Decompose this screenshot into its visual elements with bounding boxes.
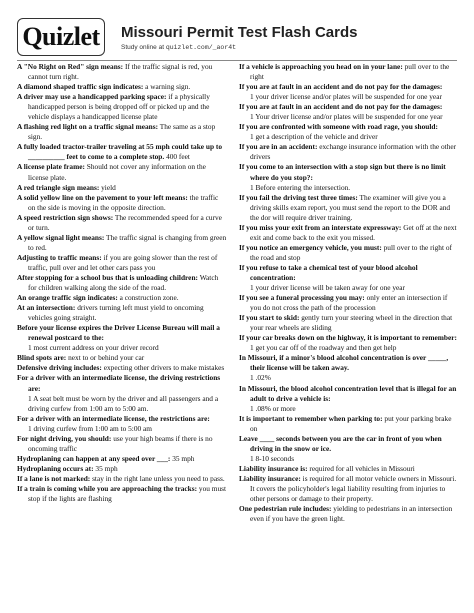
card-definition: pull over to the right of the road and stop (250, 242, 452, 262)
card-term: If you start to skid: (239, 313, 300, 323)
flash-card (239, 333, 459, 353)
card-term: If you come to an intersection with a stop sign but there is no limit where do you stop?: (239, 162, 446, 182)
flash-card (239, 62, 459, 82)
flash-card (17, 142, 227, 162)
card-term: Liability insurance is: (239, 463, 308, 473)
card-term: If you are in an accident: (239, 142, 318, 152)
flash-card (17, 474, 227, 484)
card-term: If you fail the driving test three times: (239, 192, 358, 202)
card-definition: next to or behind your car (68, 353, 145, 363)
card-definition: put your parking brake on (250, 413, 452, 433)
card-definition: expecting other drivers to make mistakes (103, 363, 225, 373)
card-definition: The recommended speed for a curve or turn. (28, 212, 222, 232)
flash-card (239, 474, 459, 504)
left-column (17, 62, 227, 504)
card-term: At an intersection: (17, 303, 76, 313)
card-term: If you miss your exit from an interstate expressway: (239, 222, 402, 232)
flash-card (17, 464, 227, 474)
card-definition: The traffic signal is changing from green to red. (28, 232, 227, 252)
flash-card (17, 293, 227, 303)
card-definition: required for all vehicles in Missouri (309, 463, 415, 473)
card-definition: 35 mph (172, 453, 195, 463)
card-term: A license plate frame: (17, 162, 85, 172)
card-term: For a driver with an intermediate license, the restrictions are: (17, 413, 210, 423)
card-term: Hydroplaning occurs at: (17, 463, 94, 473)
card-definition: Should not cover any information on the license plate. (28, 162, 206, 182)
card-term: If a train is coming while you are approaching the tracks: (17, 483, 198, 493)
card-definition: stay in the right lane unless you need to pass. (92, 473, 225, 483)
card-definition: exchange insurance information with the other drivers (250, 142, 457, 162)
card-term: Leave ____ seconds between you are the car in front of you when driving in the snow or ice. (239, 433, 442, 453)
card-definition: 1 .08% or more (250, 403, 296, 413)
card-term: If a vehicle is approaching you head on in your lane: (239, 62, 403, 71)
card-term: In Missouri, if a minor's blood alcohol concentration is over _____, their license will be taken away. (239, 353, 449, 373)
flash-card (17, 193, 227, 213)
card-term: After stopping for a school bus that is unloading children: (17, 272, 198, 282)
flash-card (17, 454, 227, 464)
card-definition: is required for all motor vehicle owners in Missouri. It covers the policyholder's legal liability resulting from injuries to other persons or damage to their property. (250, 473, 457, 504)
flash-card (17, 253, 227, 273)
card-definition: The examiner will give you a driving skills exam report, you must send the report to the DOR and the dor will require driver training. (250, 192, 451, 222)
card-definition: if a physically handicapped person is being dropped off or picked up and the vehicle displays a handicapped license plate (28, 92, 210, 122)
card-term: A solid yellow line on the pavement to your left means: (17, 192, 188, 202)
card-definition: Watch for children walking along the side of the road. (28, 272, 219, 293)
card-term: Adjusting to traffic means: (17, 252, 102, 262)
flash-card (17, 484, 227, 504)
card-term: A "No Right on Red" sign means: (17, 62, 124, 71)
flash-card (17, 213, 227, 233)
card-definition: 1 Your driver license and/or plates will be suspended for one year (250, 112, 443, 122)
card-definition: 35 mph (95, 463, 118, 473)
card-definition: pull over to the right (250, 62, 450, 82)
flash-card (17, 303, 227, 323)
page-title: Missouri Permit Test Flash Cards (121, 24, 358, 41)
flash-card (239, 434, 459, 464)
flash-card (239, 353, 459, 383)
right-column (239, 62, 459, 524)
card-definition: The same as a stop sign. (28, 122, 216, 142)
flash-card (17, 122, 227, 142)
card-definition: 1 your driver license will be taken away for one year (250, 283, 405, 293)
flash-card (239, 464, 459, 474)
study-online-line (121, 44, 236, 51)
card-term: Liability insurance: (239, 473, 301, 483)
flash-card (239, 223, 459, 243)
flash-card (239, 384, 459, 414)
card-definition: Get off at the next exit and come back to the exit you missed. (250, 222, 457, 242)
flash-card (239, 193, 459, 223)
card-definition: 1 A seat belt must be worn by the driver and all passengers and a driving curfew from 1:00 am to 5:00 am. (28, 393, 219, 413)
flash-card (17, 373, 227, 413)
flash-card (17, 183, 227, 193)
flash-card (239, 263, 459, 293)
study-online-label: Study online at (121, 44, 165, 51)
flash-card (17, 162, 227, 182)
card-definition: use your high beams if there is no oncoming traffic (28, 433, 213, 453)
card-definition: If the traffic signal is red, you cannot turn right. (28, 62, 213, 82)
flash-card (239, 122, 459, 142)
card-definition: 1 most current address on your driver record (28, 343, 159, 353)
flash-card (239, 504, 459, 524)
card-term: Defensive driving includes: (17, 363, 102, 373)
flash-card (239, 82, 459, 102)
card-term: Before your license expires the Driver License Bureau will mail a renewal postcard to the: (17, 323, 220, 343)
card-term: A yellow signal light means: (17, 232, 105, 242)
card-term: A flashing red light on a traffic signal means: (17, 122, 159, 132)
card-definition: a construction zone. (119, 293, 179, 303)
card-definition: 1 .02% (250, 373, 271, 383)
card-term: It is important to remember when parking to: (239, 413, 383, 423)
header-divider (17, 60, 457, 61)
flash-card (239, 243, 459, 263)
flash-card (17, 92, 227, 122)
flash-card (239, 313, 459, 333)
card-term: An orange traffic sign indicates: (17, 293, 118, 303)
card-definition: if you are going slower than the rest of traffic, pull over and let other cars pass you (28, 252, 218, 272)
card-definition: 1 get a description of the vehicle and driver (250, 132, 378, 142)
card-definition: 1 8-10 seconds (250, 453, 295, 463)
card-term: If a lane is not marked: (17, 473, 91, 483)
card-term: If you see a funeral processing you may: (239, 293, 365, 303)
card-term: Hydroplaning can happen at any speed over ___: (17, 453, 171, 463)
card-term: A speed restriction sign shows: (17, 212, 114, 222)
card-term: For a driver with an intermediate license, the driving restrictions are: (17, 373, 221, 393)
card-definition: 1 driving curfew from 1:00 am to 5:00 am (28, 423, 153, 433)
flash-card (17, 353, 227, 363)
card-definition: 400 feet (166, 152, 190, 162)
flash-card (239, 414, 459, 434)
card-term: If you notice an emergency vehicle, you must: (239, 242, 382, 252)
flash-card (239, 102, 459, 122)
card-definition: 1 your driver license and/or plates will be suspended for one year (250, 92, 442, 102)
flash-card (17, 323, 227, 353)
card-term: A fully loaded tractor-trailer traveling at 55 mph could take up to __________ feet to come to a complete stop. (17, 142, 222, 162)
card-term: If you are at fault in an accident and do not pay for the damages: (239, 82, 443, 92)
card-definition: yielding to pedestrians in an intersection even if you have the green light. (250, 504, 453, 524)
flash-card (239, 142, 459, 162)
card-term: One pedestrian rule includes: (239, 504, 332, 514)
flash-card (17, 434, 227, 454)
flash-card (17, 273, 227, 293)
card-term: If your car breaks down on the highway, it is important to remember: (239, 333, 457, 343)
card-definition: a warning sign. (145, 82, 191, 92)
card-definition: 1 get you car off of the roadway and then get help (250, 343, 397, 353)
card-term: Blind spots are: (17, 353, 67, 363)
flash-card (239, 293, 459, 313)
quizlet-logo: Quizlet (17, 18, 105, 56)
card-term: A driver may use a handicapped parking space: (17, 92, 167, 102)
flash-card (17, 82, 227, 92)
card-definition: the traffic on the side is moving in the opposite direction. (28, 192, 219, 212)
card-term: For night driving, you should: (17, 433, 112, 443)
flash-card (17, 363, 227, 373)
flash-card (17, 414, 227, 434)
card-definition: only enter an intersection if you do not cross the path of the procession (250, 293, 448, 313)
card-term: If you are at fault in an accident and do not pay for the damages: (239, 102, 443, 112)
flash-card (17, 62, 227, 82)
card-definition: you must stop if the lights are flashing (28, 483, 227, 504)
flash-card (17, 233, 227, 253)
flash-card (239, 162, 459, 192)
page-header (17, 18, 457, 66)
card-definition: 1 Before entering the intersection. (250, 182, 351, 192)
card-definition: yield (101, 182, 116, 192)
card-term: In Missouri, the blood alcohol concentration level that is illegal for an adult to drive a vehicle is: (239, 383, 457, 403)
card-term: If you refuse to take a chemical test of your blood alcohol concentration: (239, 262, 418, 282)
card-definition: gently turn your steering wheel in the direction that your rear wheels are sliding (250, 313, 453, 333)
card-term: A red triangle sign means: (17, 182, 100, 192)
card-term: A diamond shaped traffic sign indicates: (17, 82, 144, 92)
study-online-link[interactable]: quizlet.com/_aor4t (165, 44, 237, 51)
card-definition: drivers turning left must yield to oncoming vehicles going straight. (28, 303, 204, 323)
card-term: If you are confronted with someone with road rage, you should: (239, 122, 438, 132)
